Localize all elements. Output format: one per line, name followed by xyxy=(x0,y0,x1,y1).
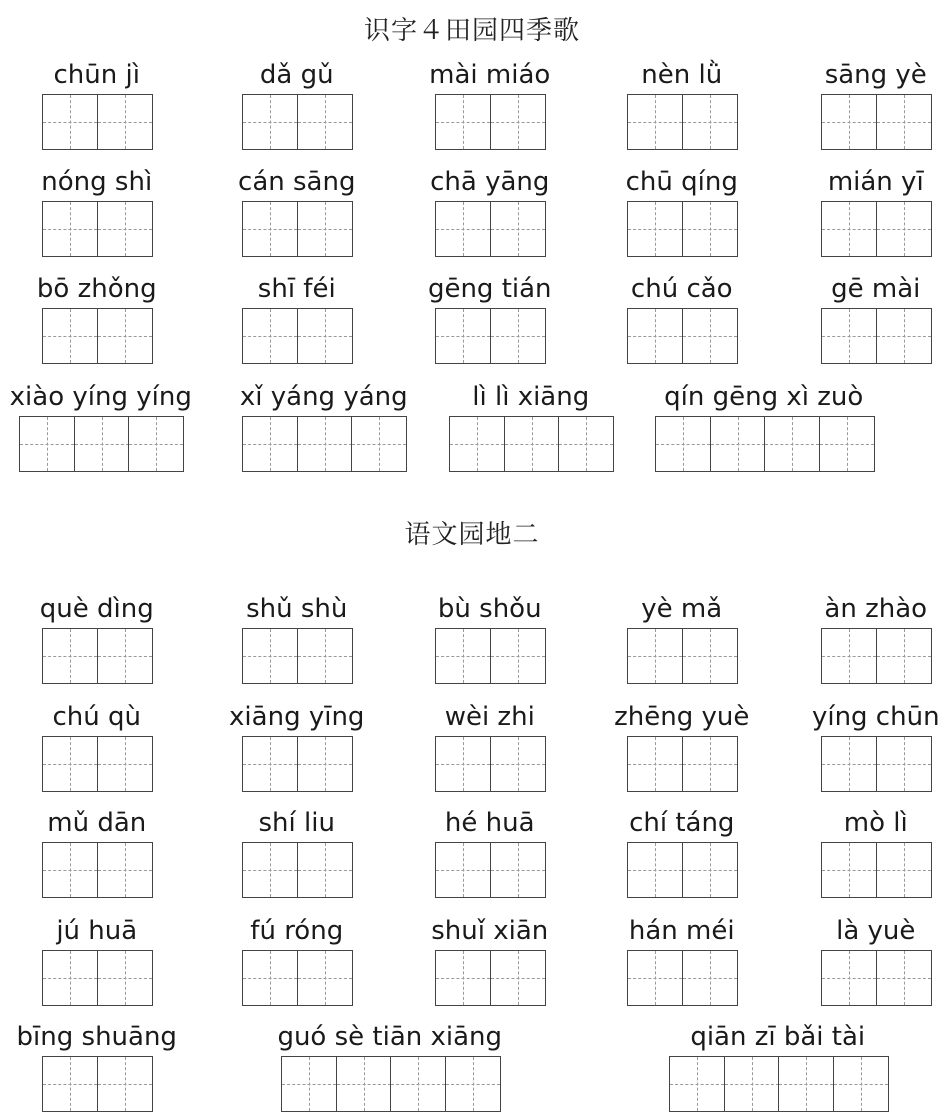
word-item xyxy=(627,272,737,364)
pinyin-label: nóng shì xyxy=(41,167,153,197)
tianzige-cell[interactable] xyxy=(724,1056,780,1112)
tianzige-cell[interactable] xyxy=(876,628,932,684)
tianzige-cell[interactable] xyxy=(297,950,353,1006)
tianzige-cell[interactable] xyxy=(682,308,738,364)
pinyin-label: yè mǎ xyxy=(641,594,723,624)
section-title-1: 识字４田园四季歌 xyxy=(363,16,580,46)
word-item xyxy=(431,914,549,1006)
tianzige-cell[interactable] xyxy=(490,842,546,898)
pinyin-label: mò lì xyxy=(843,808,908,838)
word-item xyxy=(229,700,365,792)
word-item xyxy=(42,700,152,792)
pinyin-label: shuǐ xiān xyxy=(431,916,549,946)
tianzige-cell[interactable] xyxy=(558,416,614,472)
tianzige-cell[interactable] xyxy=(281,1056,337,1112)
tianzige-grid xyxy=(435,736,544,792)
word-item xyxy=(821,272,931,364)
pinyin-label: chū qíng xyxy=(625,167,738,197)
tianzige-cell[interactable] xyxy=(821,736,877,792)
pinyin-label: guó sè tiān xiāng xyxy=(277,1022,503,1052)
tianzige-grid xyxy=(655,416,873,472)
word-item xyxy=(242,58,352,150)
tianzige-cell[interactable] xyxy=(445,1056,501,1112)
pinyin-label: gēng tián xyxy=(427,274,552,304)
tianzige-cell[interactable] xyxy=(435,94,491,150)
tianzige-cell[interactable] xyxy=(821,94,877,150)
pinyin-label: àn zhào xyxy=(824,594,928,624)
tianzige-cell[interactable] xyxy=(42,842,98,898)
tianzige-cell[interactable] xyxy=(627,94,683,150)
tianzige-grid xyxy=(435,94,544,150)
tianzige-grid xyxy=(627,842,736,898)
tianzige-cell[interactable] xyxy=(821,950,877,1006)
tianzige-grid xyxy=(242,416,406,472)
tianzige-cell[interactable] xyxy=(490,201,546,257)
word-item xyxy=(42,806,152,898)
pinyin-label: gē mài xyxy=(831,274,921,304)
tianzige-cell[interactable] xyxy=(449,416,505,472)
tianzige-cell[interactable] xyxy=(242,94,298,150)
word-item xyxy=(242,272,352,364)
tianzige-cell[interactable] xyxy=(42,736,98,792)
tianzige-cell[interactable] xyxy=(74,416,130,472)
tianzige-cell[interactable] xyxy=(242,736,298,792)
tianzige-cell[interactable] xyxy=(97,94,153,150)
tianzige-grid xyxy=(435,842,544,898)
tianzige-cell[interactable] xyxy=(876,950,932,1006)
tianzige-grid xyxy=(242,201,351,257)
word-item xyxy=(36,272,157,364)
tianzige-cell[interactable] xyxy=(97,736,153,792)
pinyin-label: chā yāng xyxy=(430,167,550,197)
pinyin-label: qín gēng xì zuò xyxy=(664,382,864,412)
tianzige-cell[interactable] xyxy=(627,201,683,257)
tianzige-cell[interactable] xyxy=(490,94,546,150)
tianzige-grid xyxy=(242,736,351,792)
tianzige-cell[interactable] xyxy=(336,1056,392,1112)
tianzige-grid xyxy=(627,94,736,150)
tianzige-cell[interactable] xyxy=(128,416,184,472)
tianzige-cell[interactable] xyxy=(490,950,546,1006)
tianzige-cell[interactable] xyxy=(682,94,738,150)
word-item xyxy=(242,914,352,1006)
pinyin-label: hé huā xyxy=(444,808,535,838)
pinyin-label: xǐ yáng yáng xyxy=(239,382,408,412)
tianzige-cell[interactable] xyxy=(876,201,932,257)
tianzige-cell[interactable] xyxy=(435,950,491,1006)
tianzige-cell[interactable] xyxy=(297,736,353,792)
word-item xyxy=(627,592,737,684)
word-item xyxy=(821,806,931,898)
tianzige-cell[interactable] xyxy=(97,950,153,1006)
pinyin-label: bō zhǒng xyxy=(36,274,157,304)
tianzige-grid xyxy=(821,628,930,684)
word-item xyxy=(627,914,737,1006)
tianzige-cell[interactable] xyxy=(297,308,353,364)
pinyin-label: mài miáo xyxy=(429,60,551,90)
tianzige-cell[interactable] xyxy=(42,308,98,364)
tianzige-grid xyxy=(627,308,736,364)
tianzige-cell[interactable] xyxy=(351,416,407,472)
tianzige-cell[interactable] xyxy=(42,1056,98,1112)
tianzige-cell[interactable] xyxy=(97,628,153,684)
pinyin-label: zhēng yuè xyxy=(614,702,750,732)
word-item xyxy=(42,165,152,257)
tianzige-cell[interactable] xyxy=(490,308,546,364)
pinyin-label: lì lì xiāng xyxy=(472,382,590,412)
tianzige-cell[interactable] xyxy=(242,308,298,364)
pinyin-label: nèn lǜ xyxy=(641,60,723,90)
tianzige-grid xyxy=(42,842,151,898)
tianzige-grid xyxy=(821,736,930,792)
tianzige-cell[interactable] xyxy=(42,201,98,257)
tianzige-cell[interactable] xyxy=(242,842,298,898)
tianzige-cell[interactable] xyxy=(297,628,353,684)
tianzige-grid xyxy=(42,950,151,1006)
tianzige-cell[interactable] xyxy=(876,842,932,898)
tianzige-cell[interactable] xyxy=(710,416,766,472)
word-item xyxy=(435,592,545,684)
tianzige-cell[interactable] xyxy=(435,308,491,364)
pinyin-label: dǎ gǔ xyxy=(259,60,334,90)
tianzige-cell[interactable] xyxy=(97,1056,153,1112)
tianzige-grid xyxy=(42,1056,151,1112)
tianzige-grid xyxy=(627,628,736,684)
tianzige-grid xyxy=(669,1056,887,1112)
tianzige-cell[interactable] xyxy=(821,308,877,364)
pinyin-label: cán sāng xyxy=(238,167,356,197)
tianzige-cell[interactable] xyxy=(297,94,353,150)
word-item xyxy=(430,165,550,257)
tianzige-cell[interactable] xyxy=(390,1056,446,1112)
word-item xyxy=(627,165,737,257)
pinyin-label: shī féi xyxy=(257,274,336,304)
tianzige-cell[interactable] xyxy=(821,628,877,684)
tianzige-cell[interactable] xyxy=(435,842,491,898)
pinyin-label: chí táng xyxy=(629,808,735,838)
pinyin-label: là yuè xyxy=(836,916,916,946)
word-item xyxy=(239,380,408,472)
tianzige-grid xyxy=(435,950,544,1006)
tianzige-grid xyxy=(627,950,736,1006)
tianzige-grid xyxy=(821,94,930,150)
word-item xyxy=(449,380,613,472)
tianzige-cell[interactable] xyxy=(297,416,353,472)
word-item xyxy=(9,380,192,472)
word-item xyxy=(435,806,545,898)
word-item xyxy=(821,58,931,150)
tianzige-grid xyxy=(281,1056,499,1112)
word-item xyxy=(39,592,154,684)
pinyin-label: sāng yè xyxy=(824,60,927,90)
tianzige-cell[interactable] xyxy=(876,736,932,792)
tianzige-cell[interactable] xyxy=(97,308,153,364)
tianzige-cell[interactable] xyxy=(435,736,491,792)
pinyin-label: fú róng xyxy=(250,916,344,946)
tianzige-cell[interactable] xyxy=(97,201,153,257)
pinyin-label: chú qù xyxy=(52,702,141,732)
tianzige-cell[interactable] xyxy=(682,201,738,257)
pinyin-label: què dìng xyxy=(39,594,154,624)
tianzige-cell[interactable] xyxy=(19,416,75,472)
tianzige-cell[interactable] xyxy=(655,416,711,472)
tianzige-cell[interactable] xyxy=(682,950,738,1006)
tianzige-grid xyxy=(42,94,151,150)
tianzige-grid xyxy=(42,201,151,257)
tianzige-grid xyxy=(242,308,351,364)
tianzige-cell[interactable] xyxy=(821,842,877,898)
pinyin-label: bù shǒu xyxy=(437,594,542,624)
tianzige-cell[interactable] xyxy=(42,950,98,1006)
tianzige-cell[interactable] xyxy=(669,1056,725,1112)
tianzige-cell[interactable] xyxy=(490,736,546,792)
tianzige-cell[interactable] xyxy=(876,308,932,364)
tianzige-cell[interactable] xyxy=(682,628,738,684)
pinyin-label: jú huā xyxy=(56,916,138,946)
pinyin-label: chú cǎo xyxy=(630,274,733,304)
tianzige-cell[interactable] xyxy=(242,950,298,1006)
word-item xyxy=(821,914,931,1006)
pinyin-label: bīng shuāng xyxy=(16,1022,177,1052)
tianzige-cell[interactable] xyxy=(819,416,875,472)
tianzige-grid xyxy=(19,416,183,472)
tianzige-grid xyxy=(242,628,351,684)
tianzige-cell[interactable] xyxy=(490,628,546,684)
tianzige-cell[interactable] xyxy=(682,736,738,792)
section-title-2: 语文园地二 xyxy=(404,520,540,550)
tianzige-cell[interactable] xyxy=(242,201,298,257)
pinyin-label: wèi zhi xyxy=(444,702,535,732)
tianzige-cell[interactable] xyxy=(627,736,683,792)
word-item xyxy=(811,700,940,792)
tianzige-grid xyxy=(42,628,151,684)
tianzige-cell[interactable] xyxy=(627,628,683,684)
tianzige-grid xyxy=(821,950,930,1006)
tianzige-cell[interactable] xyxy=(833,1056,889,1112)
tianzige-cell[interactable] xyxy=(627,308,683,364)
tianzige-grid xyxy=(821,842,930,898)
tianzige-grid xyxy=(821,201,930,257)
pinyin-label: mián yī xyxy=(827,167,924,197)
tianzige-cell[interactable] xyxy=(435,628,491,684)
tianzige-cell[interactable] xyxy=(297,842,353,898)
tianzige-cell[interactable] xyxy=(435,201,491,257)
tianzige-cell[interactable] xyxy=(682,842,738,898)
pinyin-label: qiān zī bǎi tài xyxy=(690,1022,866,1052)
pinyin-label: xiāng yīng xyxy=(229,702,365,732)
tianzige-grid xyxy=(449,416,613,472)
word-item xyxy=(627,806,737,898)
tianzige-grid xyxy=(627,736,736,792)
word-item xyxy=(429,58,551,150)
word-item xyxy=(821,592,931,684)
tianzige-cell[interactable] xyxy=(242,416,298,472)
pinyin-label: mǔ dān xyxy=(47,808,147,838)
tianzige-cell[interactable] xyxy=(876,94,932,150)
pinyin-label: shí liu xyxy=(258,808,335,838)
tianzige-cell[interactable] xyxy=(627,950,683,1006)
pinyin-label: chūn jì xyxy=(53,60,140,90)
word-item xyxy=(435,700,545,792)
tianzige-grid xyxy=(435,308,544,364)
tianzige-cell[interactable] xyxy=(42,94,98,150)
word-item xyxy=(238,165,356,257)
tianzige-cell[interactable] xyxy=(242,628,298,684)
word-item xyxy=(614,700,750,792)
tianzige-grid xyxy=(242,842,351,898)
word-item xyxy=(42,914,152,1006)
tianzige-cell[interactable] xyxy=(97,842,153,898)
tianzige-grid xyxy=(242,94,351,150)
tianzige-cell[interactable] xyxy=(778,1056,834,1112)
tianzige-cell[interactable] xyxy=(42,628,98,684)
pinyin-label: shǔ shù xyxy=(246,594,348,624)
pinyin-label: yíng chūn xyxy=(811,702,940,732)
word-item xyxy=(427,272,552,364)
tianzige-grid xyxy=(42,736,151,792)
tianzige-grid xyxy=(242,950,351,1006)
tianzige-cell[interactable] xyxy=(764,416,820,472)
tianzige-grid xyxy=(435,201,544,257)
tianzige-cell[interactable] xyxy=(627,842,683,898)
word-item xyxy=(242,806,352,898)
tianzige-grid xyxy=(435,628,544,684)
word-item xyxy=(242,592,352,684)
word-item xyxy=(669,1020,887,1112)
word-item xyxy=(655,380,873,472)
word-item xyxy=(821,165,931,257)
tianzige-grid xyxy=(42,308,151,364)
pinyin-label: xiào yíng yíng xyxy=(9,382,192,412)
tianzige-grid xyxy=(821,308,930,364)
tianzige-cell[interactable] xyxy=(297,201,353,257)
word-item xyxy=(16,1020,177,1112)
word-item xyxy=(42,58,152,150)
tianzige-grid xyxy=(627,201,736,257)
pinyin-label: hán méi xyxy=(628,916,735,946)
word-item xyxy=(627,58,737,150)
word-item xyxy=(277,1020,503,1112)
tianzige-cell[interactable] xyxy=(821,201,877,257)
tianzige-cell[interactable] xyxy=(504,416,560,472)
